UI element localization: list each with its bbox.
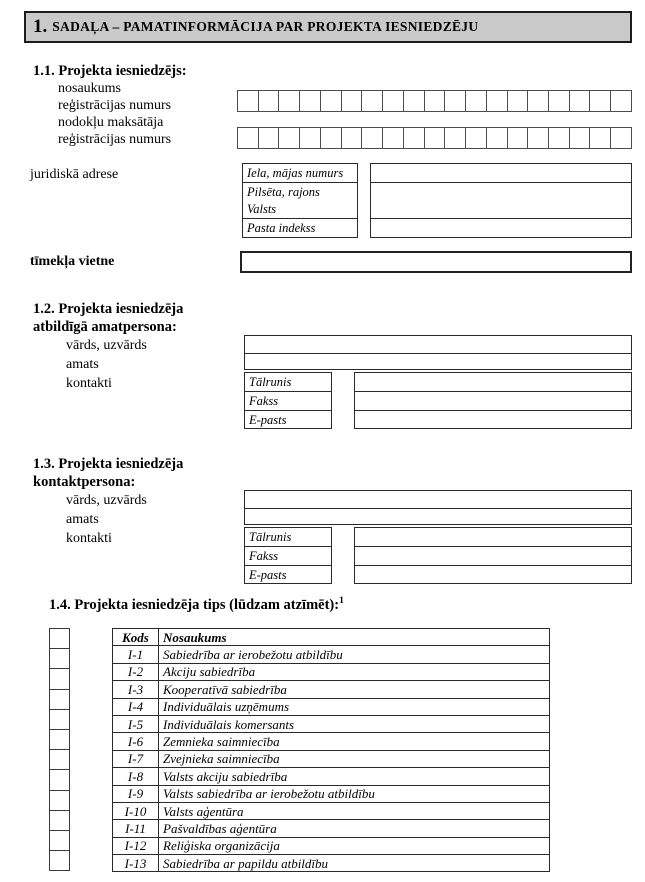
label-epasts-1-2: E-pasts <box>245 410 331 428</box>
address-city-country-cell <box>243 182 357 218</box>
footnote-marker: 1 <box>339 596 344 607</box>
type-code: I-11 <box>113 820 159 837</box>
email-field-1-3[interactable] <box>355 565 631 583</box>
section-number: 1. <box>33 16 48 37</box>
type-checkbox-column <box>49 628 70 871</box>
char-cell[interactable] <box>425 90 446 112</box>
type-name: Reliģiska organizācija <box>159 837 550 854</box>
person-name-field-1-2[interactable] <box>245 336 631 353</box>
label-fakss-1-3: Fakss <box>245 546 331 564</box>
label-kontakti-1-3: kontakti <box>66 531 112 546</box>
email-field-1-2[interactable] <box>355 410 631 428</box>
type-row <box>113 820 550 837</box>
type-checkbox[interactable] <box>49 668 70 689</box>
type-name: Kooperatīvā sabiedrība <box>159 681 550 698</box>
char-cell[interactable] <box>237 90 259 112</box>
char-cell[interactable] <box>300 90 321 112</box>
label-kontakti-1-2: kontakti <box>66 376 112 391</box>
person-position-field-1-3[interactable] <box>245 508 631 525</box>
type-checkbox[interactable] <box>49 749 70 770</box>
char-cell[interactable] <box>611 127 632 149</box>
type-code: I-10 <box>113 802 159 819</box>
type-checkbox[interactable] <box>49 729 70 750</box>
label-fakss-1-2: Fakss <box>245 391 331 409</box>
label-epasts-1-3: E-pasts <box>245 565 331 583</box>
label-reg-numurs: reģistrācijas numurs <box>58 98 172 113</box>
address-labels-table <box>242 163 358 238</box>
char-cell[interactable] <box>549 90 570 112</box>
char-cell[interactable] <box>425 127 446 149</box>
char-cell[interactable] <box>487 90 508 112</box>
subsection-1-3-title <box>33 455 183 491</box>
type-checkbox[interactable] <box>49 769 70 790</box>
char-cell[interactable] <box>404 127 425 149</box>
type-checkbox[interactable] <box>49 628 70 649</box>
type-checkbox[interactable] <box>49 709 70 730</box>
type-row <box>113 733 550 750</box>
char-cell[interactable] <box>466 90 487 112</box>
type-table-header-row <box>113 629 550 646</box>
char-cell[interactable] <box>342 90 363 112</box>
char-cell[interactable] <box>445 90 466 112</box>
type-row <box>113 715 550 732</box>
label-vards-uzvards-1-3: vārds, uzvārds <box>66 493 147 508</box>
label-vards-uzvards-1-2: vārds, uzvārds <box>66 338 147 353</box>
type-name: Sabiedrība ar ierobežotu atbildību <box>159 646 550 663</box>
type-name: Akciju sabiedrība <box>159 663 550 680</box>
char-cell[interactable] <box>487 127 508 149</box>
type-name: Valsts aģentūra <box>159 802 550 819</box>
type-code: I-9 <box>113 785 159 802</box>
type-row <box>113 855 550 872</box>
fax-field-1-2[interactable] <box>355 391 631 409</box>
char-cell[interactable] <box>237 127 259 149</box>
char-cell[interactable] <box>508 90 529 112</box>
type-name: Zemnieka saimniecība <box>159 733 550 750</box>
type-table-header-nosaukums: Nosaukums <box>159 629 550 646</box>
type-name: Pašvaldības aģentūra <box>159 820 550 837</box>
subsection-1-1-title: 1.1. Projekta iesniedzējs: <box>33 63 187 79</box>
address-postal-label: Pasta indekss <box>243 218 357 237</box>
address-street-field[interactable] <box>371 164 631 182</box>
type-checkbox[interactable] <box>49 689 70 710</box>
label-nosaukums: nosaukums <box>58 81 121 96</box>
tax-registration-number-grid <box>237 127 632 149</box>
website-field[interactable] <box>240 251 632 273</box>
char-cell[interactable] <box>279 127 300 149</box>
char-cell[interactable] <box>528 90 549 112</box>
char-cell[interactable] <box>259 127 280 149</box>
char-cell[interactable] <box>321 127 342 149</box>
type-code: I-2 <box>113 663 159 680</box>
subsection-1-4-title <box>49 596 344 614</box>
char-cell[interactable] <box>383 90 404 112</box>
address-street-label: Iela, mājas numurs <box>247 166 344 180</box>
char-cell[interactable] <box>383 127 404 149</box>
label-talrunis-1-3: Tālrunis <box>249 530 292 544</box>
section-header-bar <box>24 11 632 43</box>
subsection-1-3-title-line2: kontaktpersona: <box>33 474 136 490</box>
address-values-table <box>370 163 632 238</box>
char-cell[interactable] <box>342 127 363 149</box>
label-talrunis-1-2: Tālrunis <box>249 375 292 389</box>
type-checkbox[interactable] <box>49 648 70 669</box>
address-postal-field[interactable] <box>371 218 631 237</box>
type-code: I-12 <box>113 837 159 854</box>
contact-values-table-1-3 <box>354 527 632 584</box>
char-cell[interactable] <box>590 90 611 112</box>
type-checkbox[interactable] <box>49 830 70 851</box>
type-checkbox[interactable] <box>49 850 70 871</box>
registration-number-grid <box>237 90 632 112</box>
char-cell[interactable] <box>508 127 529 149</box>
type-code: I-13 <box>113 855 159 872</box>
type-name: Individuālais uzņēmums <box>159 698 550 715</box>
person-name-field-1-3[interactable] <box>245 491 631 508</box>
type-name: Valsts sabiedrība ar ierobežotu atbildību <box>159 785 550 802</box>
person-name-position-box-1-3 <box>244 490 632 525</box>
type-row <box>113 663 550 680</box>
contact-values-table-1-2 <box>354 372 632 429</box>
applicant-type-table <box>112 628 550 872</box>
type-name: Sabiedrība ar papildu atbildību <box>159 855 550 872</box>
type-row <box>113 681 550 698</box>
char-cell[interactable] <box>549 127 570 149</box>
type-checkbox[interactable] <box>49 810 70 831</box>
type-checkbox[interactable] <box>49 790 70 811</box>
subsection-1-2-title-line1: 1.2. Projekta iesniedzēja <box>33 301 184 317</box>
char-cell[interactable] <box>362 127 383 149</box>
contact-labels-table-1-2 <box>244 372 332 429</box>
type-row <box>113 750 550 767</box>
type-name: Individuālais komersants <box>159 715 550 732</box>
address-city-country-field[interactable] <box>371 182 631 218</box>
char-cell[interactable] <box>466 127 487 149</box>
type-row <box>113 768 550 785</box>
label-reg-numurs-2: reģistrācijas numurs <box>58 132 172 147</box>
phone-field-1-3[interactable] <box>355 528 631 546</box>
type-code: I-7 <box>113 750 159 767</box>
label-timekla-vietne: tīmekļa vietne <box>30 254 115 269</box>
subsection-1-3-title-line1: 1.3. Projekta iesniedzēja <box>33 456 184 472</box>
type-row <box>113 837 550 854</box>
subsection-1-2-title-line2: atbildīgā amatpersona: <box>33 319 177 335</box>
label-amats-1-3: amats <box>66 512 99 527</box>
address-country-label: Valsts <box>247 202 277 216</box>
section-title: SADAĻA – PAMATINFORMĀCIJA PAR PROJEKTA IESNIEDZĒJU <box>52 19 479 34</box>
fax-field-1-3[interactable] <box>355 546 631 564</box>
char-cell[interactable] <box>590 127 611 149</box>
char-cell[interactable] <box>611 90 632 112</box>
type-row <box>113 785 550 802</box>
label-nodoklu-maksataja: nodokļu maksātāja <box>58 115 164 130</box>
type-code: I-4 <box>113 698 159 715</box>
char-cell[interactable] <box>570 90 591 112</box>
type-code: I-5 <box>113 715 159 732</box>
address-city-label: Pilsēta, rajons <box>247 185 320 199</box>
char-cell[interactable] <box>570 127 591 149</box>
char-cell[interactable] <box>528 127 549 149</box>
type-code: I-3 <box>113 681 159 698</box>
char-cell[interactable] <box>321 90 342 112</box>
subsection-1-4-title-text: 1.4. Projekta iesniedzēja tips (lūdzam atzīmēt): <box>49 597 340 613</box>
type-code: I-8 <box>113 768 159 785</box>
type-name: Valsts akciju sabiedrība <box>159 768 550 785</box>
char-cell[interactable] <box>279 90 300 112</box>
type-table-header-kods: Kods <box>113 629 159 646</box>
type-row <box>113 802 550 819</box>
char-cell[interactable] <box>259 90 280 112</box>
type-code: I-6 <box>113 733 159 750</box>
contact-labels-table-1-3 <box>244 527 332 584</box>
char-cell[interactable] <box>362 90 383 112</box>
person-position-field-1-2[interactable] <box>245 353 631 370</box>
phone-field-1-2[interactable] <box>355 373 631 391</box>
char-cell[interactable] <box>300 127 321 149</box>
char-cell[interactable] <box>445 127 466 149</box>
type-name: Zvejnieka saimniecība <box>159 750 550 767</box>
person-name-position-box-1-2 <box>244 335 632 370</box>
char-cell[interactable] <box>404 90 425 112</box>
label-juridiska-adrese: juridiskā adrese <box>30 167 119 182</box>
type-row <box>113 646 550 663</box>
label-amats-1-2: amats <box>66 357 99 372</box>
subsection-1-2-title <box>33 300 183 336</box>
type-row <box>113 698 550 715</box>
type-code: I-1 <box>113 646 159 663</box>
